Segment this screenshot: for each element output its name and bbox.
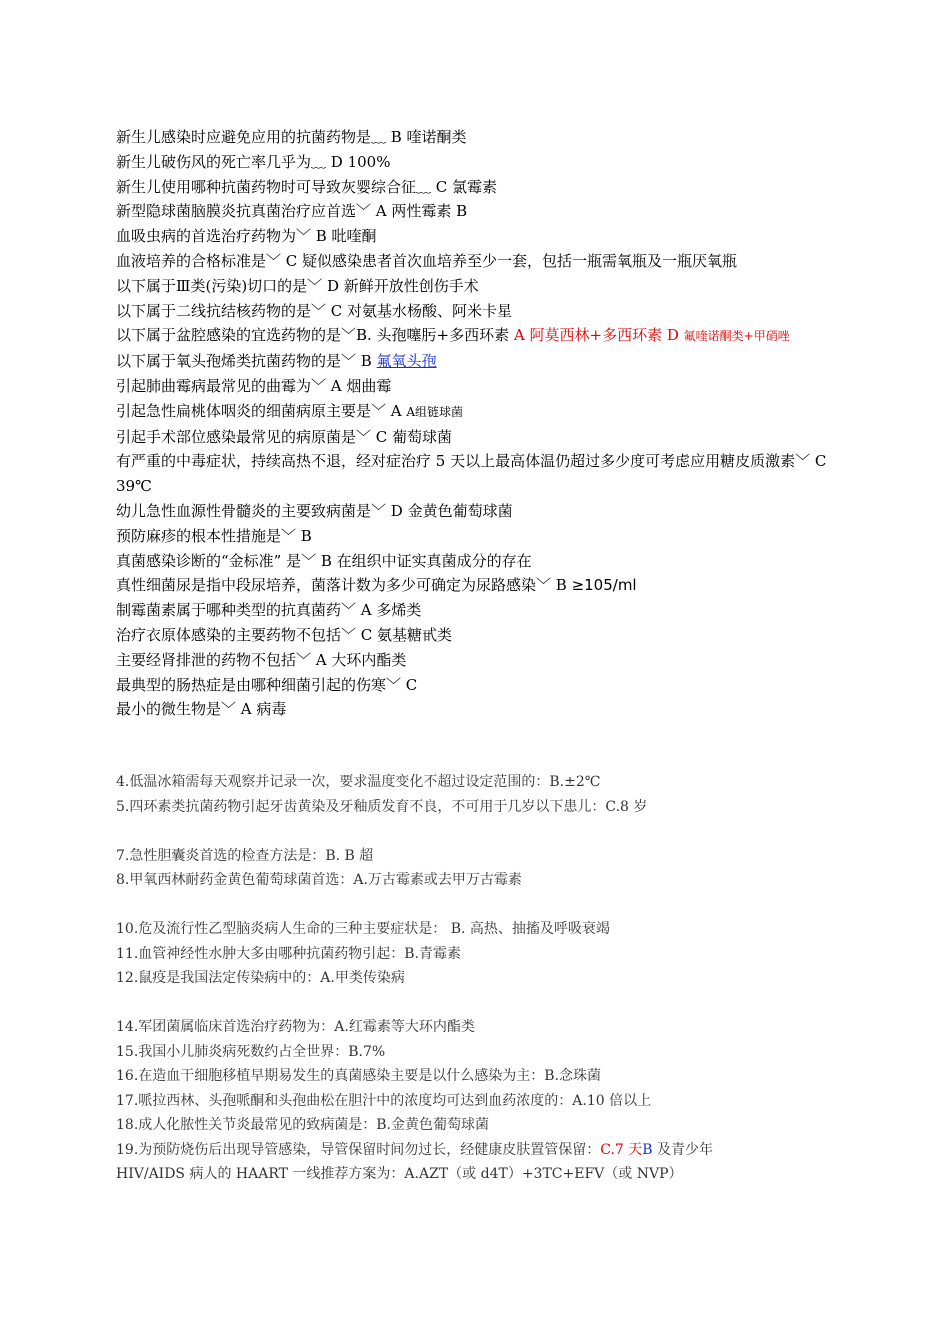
text-line: 以下属于二线抗结核药物的是﹀ C 对氨基水杨酸、阿米卡星 xyxy=(116,301,513,320)
text-line: 真菌感染诊断的“金标准” 是﹀ B 在组织中证实真菌成分的存在 xyxy=(116,551,532,570)
item19-text: 19.为预防烧伤后出现导管感染，导管保留时间勿过长，经健康皮肤置管保留： xyxy=(116,1141,601,1158)
text-line: 制霉菌素属于哪种类型的抗真菌药﹀ A 多烯类 xyxy=(116,601,422,620)
item19-answer-blue: B xyxy=(642,1141,653,1158)
text-line: 新生儿破伤风的死亡率几乎为﹏ D 100% xyxy=(116,152,391,171)
text-line-chlamydia xyxy=(116,623,846,648)
text-line: 幼儿急性血源性骨髓炎的主要致病菌是﹀ D 金黄色葡萄球菌 xyxy=(116,501,513,520)
list-item: 5.四环素类抗菌药物引起牙齿黄染及牙釉质发育不良，不可用于几岁以下患儿：C.8 岁 xyxy=(116,798,648,815)
list-item: 8.甲氧西林耐药金黄色葡萄球菌首选：A.万古霉素或去甲万古霉素 xyxy=(116,872,522,888)
list-item: 11.血管神经性水肿大多由哪种抗菌药物引起：B.青霉素 xyxy=(116,945,462,962)
text-line: 新生儿使用哪种抗菌药物时可导致灰婴综合征﹏ C 氯霉素 xyxy=(116,177,498,196)
pelvic-answer-red-small: 氟喹诺酮类+甲硝唑 xyxy=(683,329,790,344)
list-item: 16.在造血干细胞移植早期易发生的真菌感染主要是以什么感染为主：B.念珠菌 xyxy=(116,1068,602,1084)
text-line: 血吸虫病的首选治疗药物为﹀ B 吡喹酮 xyxy=(116,227,377,246)
text-line: 最小的微生物是﹀ A 病毒 xyxy=(116,700,287,719)
text-line: 以下属于Ⅲ类(污染)切口的是﹀ D 新鲜开放性创伤手术 xyxy=(116,276,479,295)
list-item: 10.危及流行性乙型脑炎病人生命的三种主要症状是： B. 高热、抽搐及呼吸衰竭 xyxy=(116,921,610,937)
text-line: 血液培养的合格标准是﹀ C 疑似感染患者首次血培养至少一套，包括一瓶需氧瓶及一瓶厌氧瓶 xyxy=(116,251,738,270)
text-line: 引起手术部位感染最常见的病原菌是﹀ C 葡萄球菌 xyxy=(116,427,453,446)
spacer xyxy=(116,893,856,918)
oxy-question: 以下属于氧头孢烯类抗菌药物的是﹀ B xyxy=(116,352,377,371)
text-line: 最典型的肠热症是由哪种细菌引起的伤寒﹀ C xyxy=(116,675,418,694)
text-line: 有严重的中毒症状，持续高热不退，经对症治疗 5 天以上最高体温仍超过多少度可考虑应用糖皮质激素﹀ C 39℃ xyxy=(116,452,827,496)
list-item: 18.成人化脓性关节炎最常见的致病菌是：B.金黄色葡萄球菌 xyxy=(116,1117,490,1133)
item19-answer-red: C.7 天 xyxy=(600,1141,643,1158)
list-item: 12.鼠疫是我国法定传染病中的：A.甲类传染病 xyxy=(116,970,405,986)
list-item: 14.军团菌属临床首选治疗药物为：A.红霉素等大环内酯类 xyxy=(116,1019,475,1035)
text-line-oxacephem xyxy=(116,349,846,374)
list-item-19 xyxy=(116,1138,856,1163)
qa-block-top xyxy=(116,125,846,722)
text-line-pelvic xyxy=(116,323,846,349)
numbered-list xyxy=(116,770,856,1187)
flomoxef-link[interactable]: 氟氧头孢 xyxy=(376,352,437,371)
pelvic-answer-red: A 阿莫西林+多西环素 D xyxy=(513,326,684,345)
list-item: 4.低温冰箱需每天观察并记录一次，要求温度变化不超过设定范围的：B.±2℃ xyxy=(116,774,601,790)
spacer xyxy=(116,819,856,844)
uti-answer: ≥105/ml xyxy=(571,576,637,595)
text-line: 新型隐球菌脑膜炎抗真菌治疗应首选﹀ A 两性霉素 B xyxy=(116,202,468,221)
list-item: 15.我国小儿肺炎病死数约占全世界：B.7% xyxy=(116,1043,386,1060)
list-item: 7.急性胆囊炎首选的检查方法是：B. B 超 xyxy=(116,847,374,864)
list-item: HIV/AIDS 病人的 HAART 一线推荐方案为：A.AZT（或 d4T）+3TC+EFV（或 NVP） xyxy=(116,1166,683,1182)
chlamydia-question: 治疗衣原体感染的主要药物不包括﹀ C xyxy=(116,625,378,644)
text-line-tonsil xyxy=(116,399,846,425)
spacer xyxy=(116,991,856,1016)
list-item: 17.哌拉西林、头孢哌酮和头孢曲松在胆汁中的浓度均可达到血药浓度的：A.10 倍以上 xyxy=(116,1092,652,1109)
text-line: 引起肺曲霉病最常见的曲霉为﹀ A 烟曲霉 xyxy=(116,376,392,395)
text-line: 新生儿感染时应避免应用的抗菌药物是﹏ B 喹诺酮类 xyxy=(116,128,467,146)
tonsil-answer: A组链球菌 xyxy=(406,404,464,419)
text-line: 预防麻疹的根本性措施是﹀ B xyxy=(116,526,312,545)
pelvic-question: 以下属于盆腔感染的宜选药物的是﹀B. 头孢噻肟+多西环素 xyxy=(116,326,514,345)
item19-tail: 及青少年 xyxy=(652,1141,714,1158)
uti-question: 真性细菌尿是指中段尿培养，菌落计数为多少可确定为尿路感染﹀ B xyxy=(116,576,572,595)
text-line-uti xyxy=(116,573,846,598)
tonsil-question: 引起急性扁桃体咽炎的细菌病原主要是﹀ A xyxy=(116,401,407,420)
text-line: 主要经肾排泄的药物不包括﹀ A 大环内酯类 xyxy=(116,650,407,669)
chlamydia-answer: 氨基糖甙类 xyxy=(377,625,453,644)
